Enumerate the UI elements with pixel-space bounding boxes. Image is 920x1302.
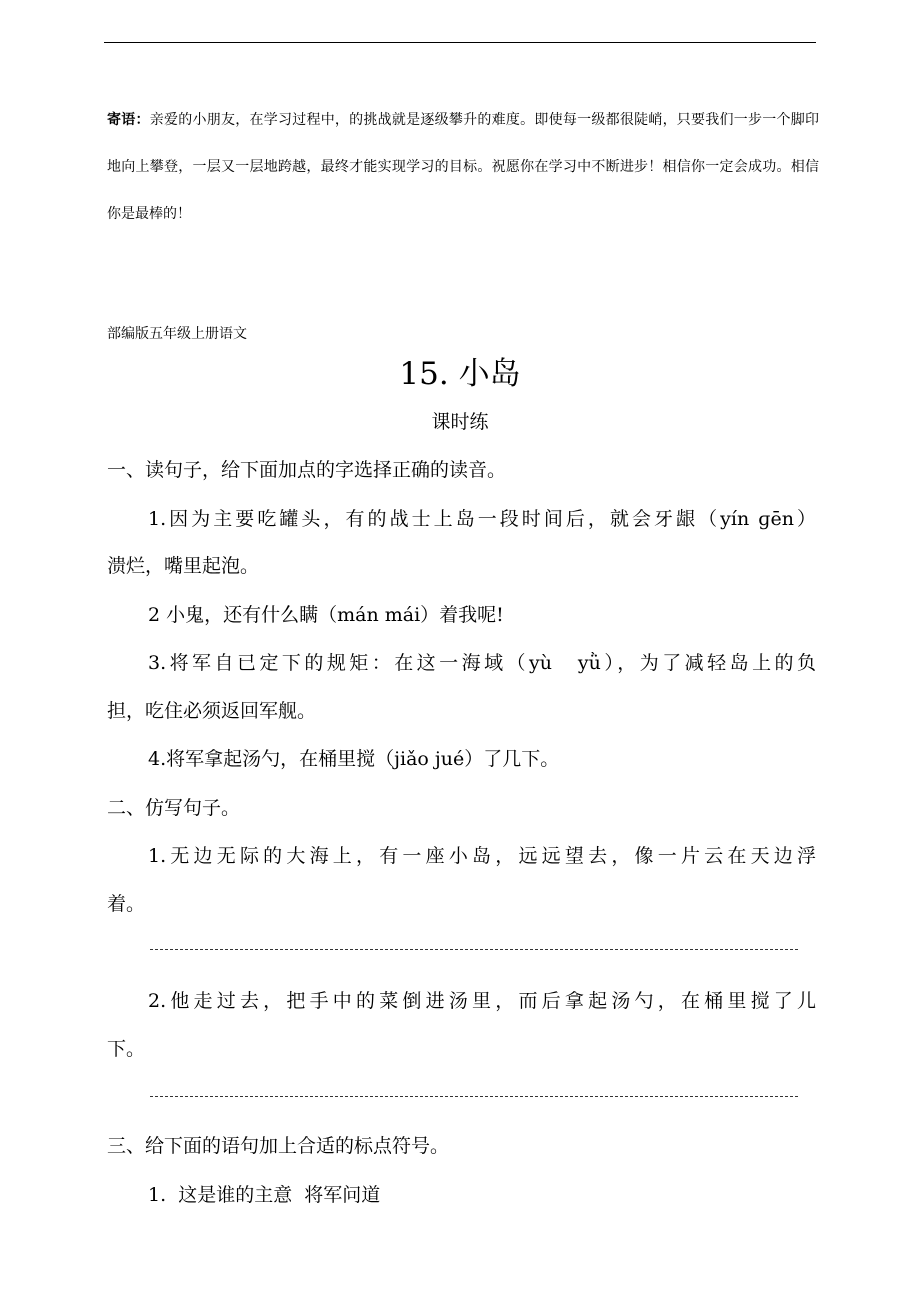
- section1-q1-line1: 1.因为主要吃罐头，有的战士上岛一段时间后，就会牙龈（yín ɡēn）: [148, 508, 816, 530]
- foreword-label: 寄语：: [107, 112, 150, 128]
- section1-q1-line2: 溃烂，嘴里起泡。: [107, 555, 260, 577]
- section2-q2-line1: 2.他走过去，把手中的菜倒进汤里，而后拿起汤勺，在桶里搅了儿: [148, 990, 816, 1012]
- section3-q1: 1. 这是谁的主意 将军问道: [148, 1184, 381, 1206]
- section1-q4: 4.将军拿起汤勺，在桶里搅（jiǎo jué）了几下。: [148, 748, 560, 770]
- section2-q2-line2: 下。: [107, 1038, 146, 1060]
- section1-q2: 2 小鬼，还有什么瞒（mán mái）着我呢!: [148, 604, 504, 626]
- lesson-subtitle: 课时练: [431, 411, 489, 433]
- header-rule: [104, 42, 816, 43]
- section1-heading: 一、读句子，给下面加点的字选择正确的读音。: [107, 459, 507, 481]
- section2-heading: 二、仿写句子。: [107, 797, 241, 819]
- section1-q3-line1: 3.将军自已定下的规矩：在这一海域（yù yǜ），为了减轻岛上的负: [148, 652, 816, 674]
- answer-line-2[interactable]: [150, 1096, 798, 1097]
- edition-label: 部编版五年级上册语文: [107, 326, 247, 342]
- section1-q3-line2: 担，吃住必须返回军舰。: [107, 700, 317, 722]
- section2-q1-line2: 着。: [107, 893, 146, 915]
- foreword-text: 亲爱的小朋友，在学习过程中，的挑战就是逐级攀升的难度。即使每一级都很陡峭，只要我们一步一个脚印地向上攀登，一层又一层地跨越，最终才能实现学习的目标。祝愿你在学习中不断进步！相信你一定会成功。相信你是最棒的！: [107, 112, 820, 222]
- section3-heading: 三、给下面的语句加上合适的标点符号。: [107, 1135, 450, 1157]
- answer-line-1[interactable]: [150, 949, 798, 950]
- lesson-title: 15. 小岛: [399, 356, 521, 392]
- foreword-paragraph: [107, 97, 819, 238]
- section2-q1-line1: 1.无边无际的大海上，有一座小岛，远远望去，像一片云在天边浮: [148, 845, 816, 867]
